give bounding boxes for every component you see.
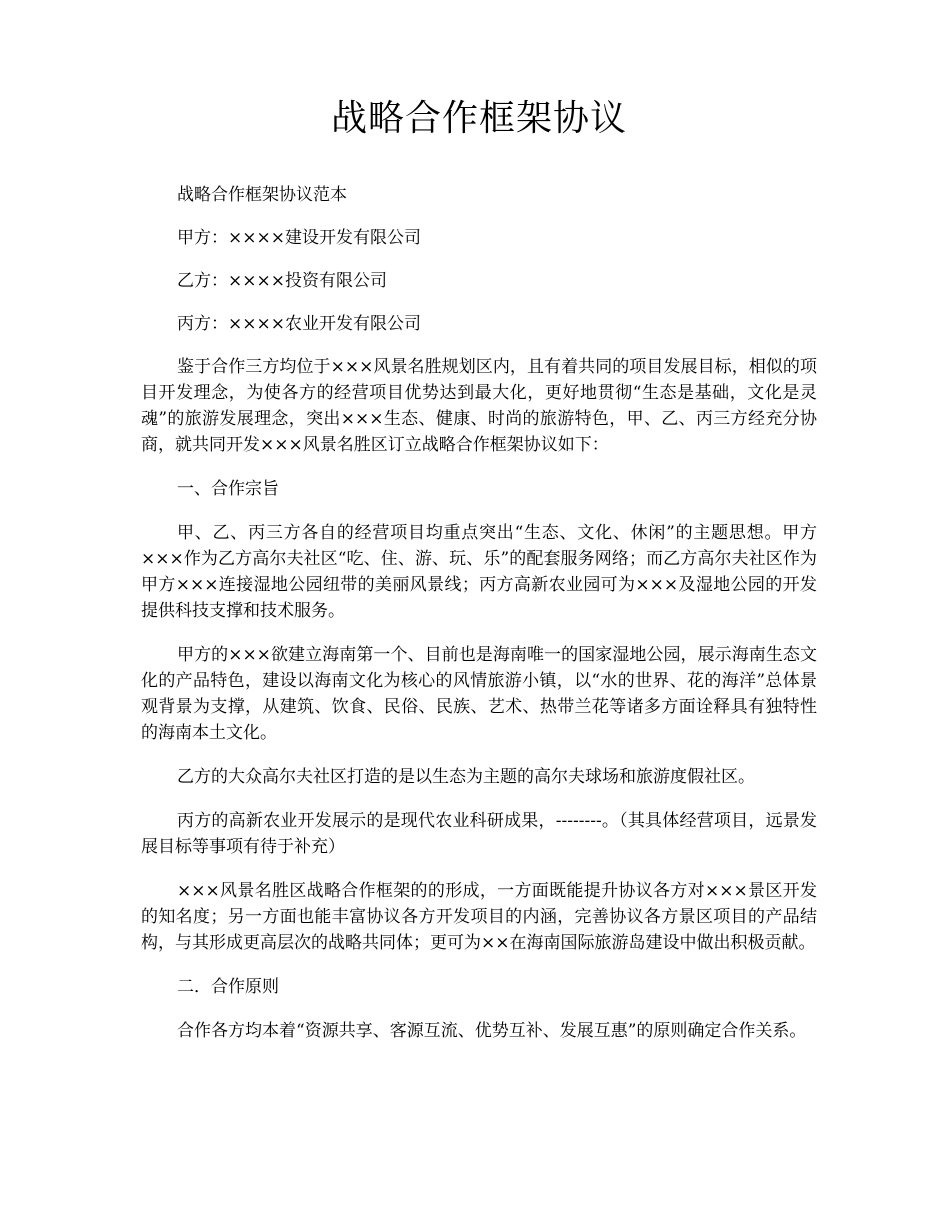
principles-paragraph: 合作各方均本着“资源共享、客源互流、优势互补、发展互惠”的原则确定合作关系。 [177, 1021, 807, 1041]
document-page [141, 0, 817, 1044]
party-a: 甲方：××××建设开发有限公司 [177, 228, 421, 248]
party-c: 丙方：××××农业开发有限公司 [177, 314, 421, 334]
framework-significance-paragraph: ×××风景名胜区战略合作框架的的形成，一方面既能提升协议各方对×××景区开发的知名度；另一方面也能丰富协议各方开发项目的内涵，完善协议各方景区项目的产品结构，与其形成更高层次的战略共同体；更可为××在海南国际旅游岛建设中做出积极贡献。 [141, 881, 817, 953]
party-a-description: 甲方的×××欲建立海南第一个、目前也是海南唯一的国家湿地公园，展示海南生态文化的产品特色，建设以海南文化为核心的风情旅游小镇，以“水的世界、花的海洋”总体景观背景为支撑，从建筑、饮食、民俗、民族、艺术、热带兰花等诸多方面诠释具有独特性的海南本土文化。 [141, 645, 817, 743]
party-b-description: 乙方的大众高尔夫社区打造的是以生态为主题的高尔夫球场和旅游度假社区。 [177, 767, 755, 787]
section-heading-principles: 二．合作原则 [177, 977, 279, 997]
purpose-paragraph: 甲、乙、丙三方各自的经营项目均重点突出“生态、文化、休闲”的主题思想。甲方×××作为乙方高尔夫社区“吃、住、游、玩、乐”的配套服务网络；而乙方高尔夫社区作为甲方×××连接湿地公园纽带的美丽风景线；丙方高新农业园可为×××及湿地公园的开发提供科技支撑和技术服务。 [141, 523, 817, 621]
section-heading-purpose: 一、合作宗旨 [177, 479, 279, 499]
party-b: 乙方：××××投资有限公司 [177, 271, 387, 291]
document-title: 战略合作框架协议 [330, 98, 627, 139]
template-subtitle: 战略合作框架协议范本 [177, 185, 347, 205]
party-c-description: 丙方的高新农业开发展示的是现代农业科研成果，--------。（其具体经营项目，远景发展目标等事项有待于补充） [141, 811, 817, 857]
preamble-paragraph: 鉴于合作三方均位于×××风景名胜规划区内，且有着共同的项目发展目标，相似的项目开发理念，为使各方的经营项目优势达到最大化，更好地贯彻“生态是基础，文化是灵魂”的旅游发展理念，突出×××生态、健康、时尚的旅游特色，甲、乙、丙三方经充分协商，就共同开发×××风景名胜区订立战略合作框架协议如下： [141, 357, 817, 455]
